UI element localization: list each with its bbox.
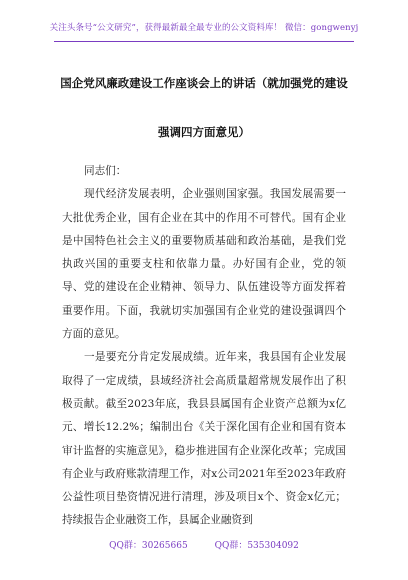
greeting: 同志们： (84, 165, 127, 177)
watermark-header: 关注头条号“公文研究”，获得最新最全最专业的公文资料库！ 微信：gongwenyj (49, 23, 359, 33)
header-divider (54, 41, 354, 42)
document-title-line-1: 国企党风廉政建设工作座谈会上的讲话（就加强党的建设 (60, 76, 348, 90)
qq-group-1: QQ群：30265665 (109, 541, 188, 551)
paragraph-intro: 现代经济发展表明，企业强则国家强。我国发展需要一大批优秀企业，国有企业在其中的作用不可替代。国有企业是中国特色社会主义的重要物质基础和政治基础，是我们党执政兴国的重要支柱和依靠力量。办好国有企业，党的领导、党的建设在企业精神、领导力、队伍建设等方面发挥着重要作用。下面，我就切实加强国有企业党的建设强调四个方面的意见。 (62, 188, 346, 341)
document-title-line-2: 强调四方面意见） (158, 125, 250, 139)
qq-group-2: QQ群：535304092 (214, 541, 299, 551)
watermark-footer (0, 538, 408, 551)
paragraph-point-one: 一是要充分肯定发展成绩。近年来，我县国有企业发展取得了一定成绩，县域经济社会高质量超常规发展作出了积极贡献。截至2023年底，我县县属国有企业资产总额为x亿元、增长12.2%；编制出台《关于深化国有企业和国有资本审计监督的实施意见》，稳步推进国有企业深化改革；完成国有企业与政府账款清理工作，对x公司2021年至2023年政府公益性项目垫资情况进行清理，涉及项目x个、资金x亿元；持续报告企业融资工作，县属企业融资到 (62, 351, 346, 527)
document-body (62, 160, 346, 533)
